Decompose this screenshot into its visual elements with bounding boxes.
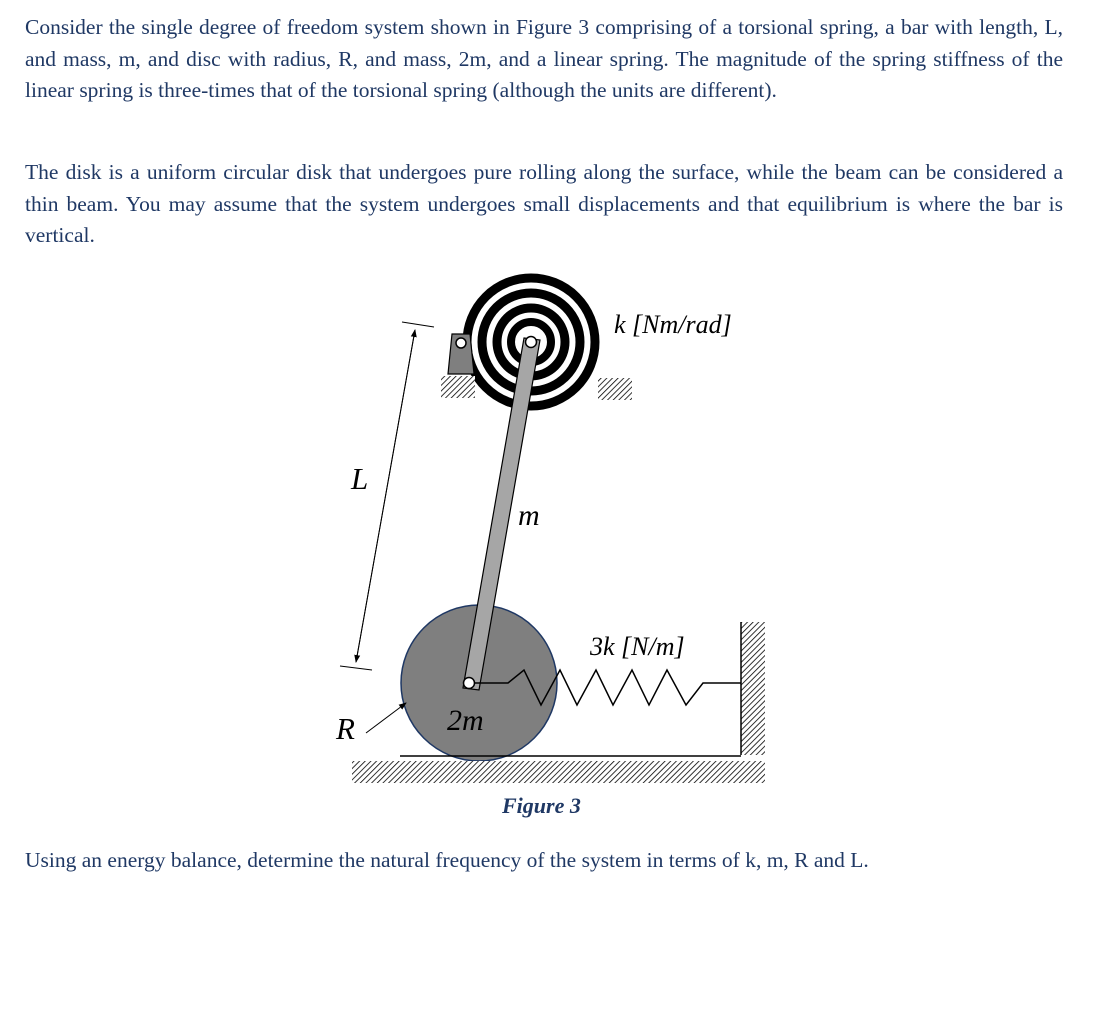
- disk-mass-label: 2m: [447, 704, 484, 737]
- torsional-spring-label: k [Nm/rad]: [614, 310, 732, 339]
- figure-caption: Figure 3: [502, 793, 581, 818]
- linear-spring-label: 3k [N/m]: [590, 632, 685, 661]
- left-pivot-support: [441, 334, 475, 398]
- problem-paragraph-2: The disk is a uniform circular disk that undergoes pure rolling along the surface, while the beam can be considered a thin beam. You may assume that the system undergoes small displacements and that equilibrium is where the bar is vertical.: [25, 160, 1063, 247]
- problem-paragraph-1: Consider the single degree of freedom system shown in Figure 3 comprising of a torsional spring, a bar with length, L, and mass, m, and disc with radius, R, and mass, 2m, and a linear spring. The magnitude of the spring stiffness of the linear spring is three-times that of the torsional spring (although the units are different).: [25, 15, 1063, 102]
- bottom-pivot-pin: [464, 678, 475, 689]
- radius-label: R: [336, 711, 355, 746]
- length-dimension: [340, 322, 434, 670]
- ground: [352, 761, 765, 783]
- right-ground-hatch: [598, 378, 632, 400]
- bar-mass-label: m: [518, 499, 540, 532]
- top-pivot-pin: [526, 337, 537, 348]
- length-label: L: [351, 461, 369, 496]
- right-wall: [741, 622, 765, 755]
- problem-question: Using an energy balance, determine the natural frequency of the system in terms of k, m, R and L.: [25, 848, 869, 872]
- radius-pointer: [366, 703, 406, 733]
